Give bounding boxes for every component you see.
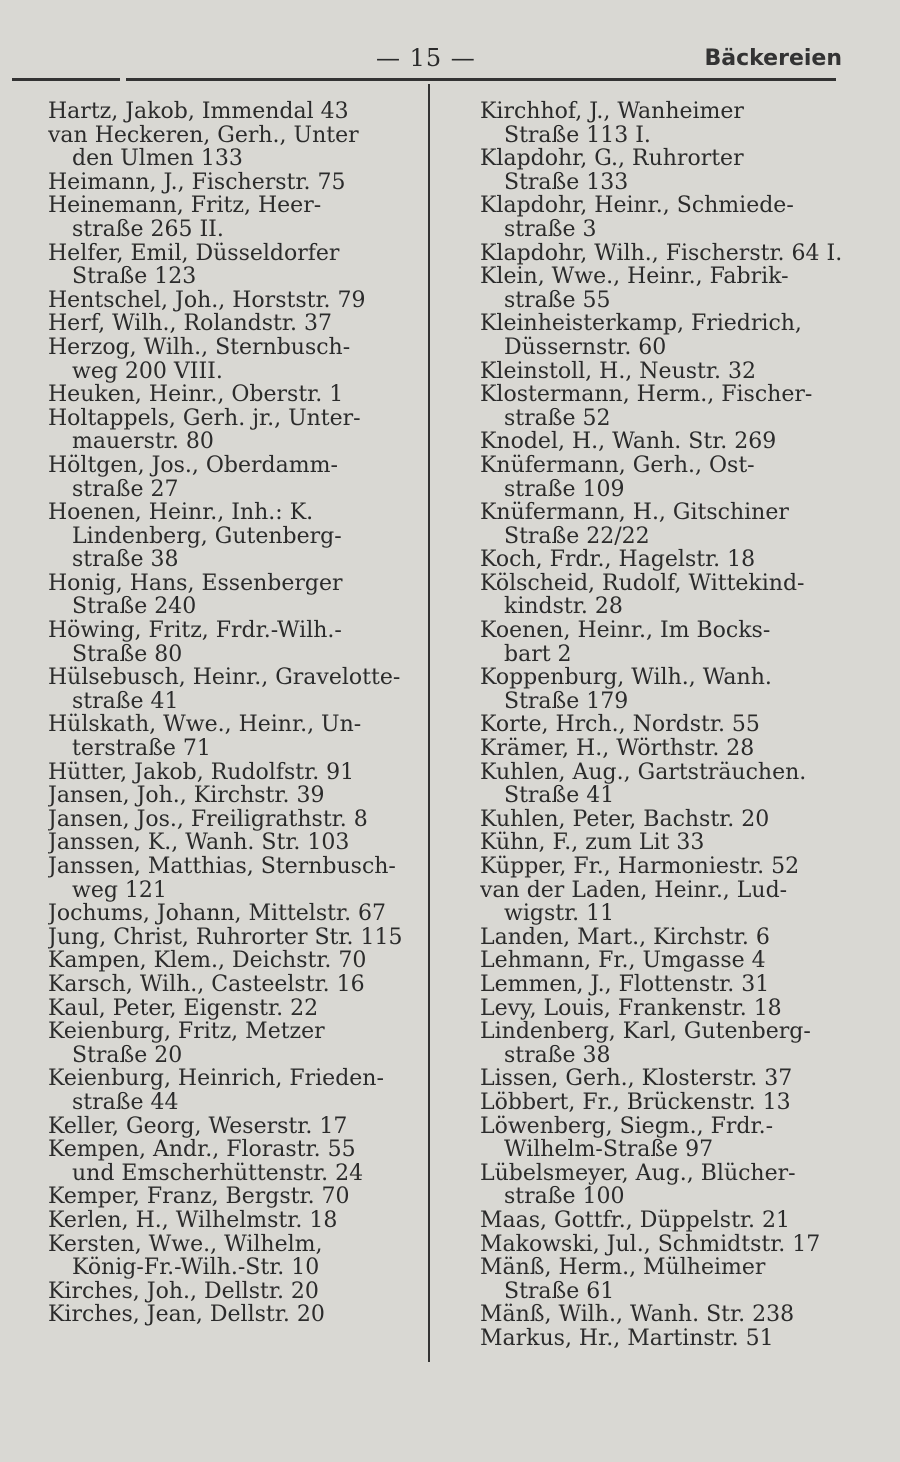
entry-continuation: Straße 22/22	[504, 524, 650, 549]
directory-entry	[48, 808, 420, 832]
directory-entry	[48, 902, 420, 926]
entry-line: Makowski, Jul., Schmidtstr. 17	[480, 1232, 821, 1257]
entry-line: Holtappels, Gerh. jr., Unter-	[48, 406, 361, 431]
directory-entry	[48, 997, 420, 1021]
header-rule-gap	[120, 77, 126, 82]
entry-line: Keienburg, Heinrich, Frieden-	[48, 1067, 384, 1091]
entry-line: Kersten, Wwe., Wilhelm,	[48, 1232, 323, 1257]
entry-line: Lehmann, Fr., Umgasse 4	[480, 949, 766, 973]
entry-line: Küpper, Fr., Harmoniestr. 52	[480, 855, 800, 879]
entry-line: Knüfermann, H., Gitschiner	[480, 501, 789, 525]
entry-line: Heimann, J., Fischerstr. 75	[48, 170, 346, 195]
directory-entry	[480, 383, 852, 430]
directory-entry	[48, 171, 420, 195]
directory-entry	[480, 1209, 852, 1233]
entry-line: Herzog, Wilh., Sternbusch-	[48, 335, 351, 360]
entry-line: Kempen, Andr., Florastr. 55	[48, 1138, 356, 1162]
directory-entry	[48, 619, 420, 666]
directory-entry	[48, 336, 420, 383]
entry-line: Kuhlen, Peter, Bachstr. 20	[480, 807, 770, 832]
entry-line: Lübelsmeyer, Aug., Blücher-	[480, 1161, 796, 1186]
directory-entry	[480, 1091, 852, 1115]
directory-entry	[48, 1138, 420, 1185]
entry-continuation: straße 100	[504, 1185, 625, 1209]
directory-entry	[480, 360, 852, 384]
directory-entry	[480, 1327, 852, 1351]
entry-line: Klapdohr, G., Ruhrorter	[480, 147, 744, 171]
entry-line: Hentschel, Joh., Horststr. 79	[48, 288, 366, 313]
entry-line: Karsch, Wilh., Casteelstr. 16	[48, 972, 365, 997]
directory-entry	[480, 1067, 852, 1091]
entry-line: Lissen, Gerh., Klosterstr. 37	[480, 1067, 793, 1091]
directory-entry	[48, 1115, 420, 1139]
entry-line: Koenen, Heinr., Im Bocks-	[480, 619, 771, 643]
entry-line: Keienburg, Fritz, Metzer	[48, 1020, 325, 1044]
directory-entry	[480, 879, 852, 926]
entry-continuation: Straße 179	[504, 689, 629, 714]
entry-line: Heinemann, Fritz, Heer-	[48, 194, 322, 218]
entry-continuation: und Emscherhüttenstr. 24	[72, 1161, 364, 1186]
directory-entry	[48, 1067, 420, 1114]
entry-line: Löwenberg, Siegm., Frdr.-	[480, 1114, 774, 1139]
entry-continuation: straße 3	[504, 217, 597, 242]
directory-entry	[48, 407, 420, 454]
entry-continuation: straße 265 II.	[72, 217, 224, 242]
entry-continuation: König-Fr.-Wilh.-Str. 10	[72, 1256, 320, 1280]
entry-line: Hoenen, Heinr., Inh.: K.	[48, 501, 314, 525]
entry-line: Klostermann, Herm., Fischer-	[480, 383, 813, 407]
entry-continuation: Straße 61	[504, 1279, 615, 1304]
directory-entry	[480, 312, 852, 359]
entry-continuation: Straße 123	[72, 265, 197, 289]
directory-entry	[480, 1115, 852, 1162]
entry-continuation: Straße 133	[504, 170, 629, 195]
entry-continuation: Straße 41	[504, 784, 615, 808]
entry-line: Klapdohr, Heinr., Schmiede-	[480, 194, 794, 218]
running-title: Bäckereien	[704, 46, 842, 71]
directory-entry	[480, 501, 852, 548]
header-rule	[12, 78, 836, 81]
directory-entry	[48, 1233, 420, 1280]
entry-line: Helfer, Emil, Düsseldorfer	[48, 241, 340, 266]
entry-line: Lindenberg, Karl, Gutenberg-	[480, 1020, 811, 1044]
directory-entry	[480, 454, 852, 501]
entry-line: Mänß, Herm., Mülheimer	[480, 1256, 766, 1280]
entry-line: Honig, Hans, Essenberger	[48, 571, 343, 596]
directory-entry	[480, 265, 852, 312]
entry-continuation: mauerstr. 80	[72, 430, 214, 454]
directory-entry	[480, 737, 852, 761]
entry-line: Knüfermann, Gerh., Ost-	[480, 453, 755, 478]
directory-entry	[48, 194, 420, 241]
entry-continuation: Wilhelm-Straße 97	[504, 1138, 714, 1162]
entry-line: Hülskath, Wwe., Heinr., Un-	[48, 713, 362, 738]
entry-line: Kleinheisterkamp, Friedrich,	[480, 312, 802, 336]
directory-entry	[480, 194, 852, 241]
entry-continuation: bart 2	[504, 642, 572, 667]
entry-line: Kaul, Peter, Eigenstr. 22	[48, 996, 319, 1021]
directory-entry	[48, 831, 420, 855]
entry-line: Janssen, K., Wanh. Str. 103	[48, 831, 350, 855]
entry-line: Klein, Wwe., Heinr., Fabrik-	[480, 265, 789, 289]
directory-entry	[480, 949, 852, 973]
directory-entry	[48, 713, 420, 760]
page-header	[0, 40, 900, 80]
directory-entry	[48, 1303, 420, 1327]
directory-entry	[480, 831, 852, 855]
directory-entry	[480, 1233, 852, 1257]
directory-entry	[48, 100, 420, 124]
directory-entry	[480, 855, 852, 879]
directory-entry	[48, 784, 420, 808]
entry-line: Krämer, H., Wörthstr. 28	[480, 737, 755, 761]
directory-entry	[48, 454, 420, 501]
directory-entry	[48, 973, 420, 997]
directory-entry	[48, 761, 420, 785]
entry-line: Mänß, Wilh., Wanh. Str. 238	[480, 1303, 795, 1327]
entry-line: Jochums, Johann, Mittelstr. 67	[48, 902, 387, 926]
entry-line: van Heckeren, Gerh., Unter	[48, 123, 359, 148]
directory-entry	[48, 383, 420, 407]
directory-entry	[48, 1185, 420, 1209]
entry-continuation: Düssernstr. 60	[504, 335, 667, 360]
directory-entry	[480, 761, 852, 808]
entry-continuation: straße 27	[72, 477, 179, 502]
directory-entry	[480, 997, 852, 1021]
entry-line: Jung, Christ, Ruhrorter Str. 115	[48, 925, 403, 950]
directory-entry	[480, 242, 852, 266]
directory-entry	[48, 312, 420, 336]
entry-line: Höwing, Fritz, Frdr.-Wilh.-	[48, 619, 342, 643]
entry-continuation: Straße 80	[72, 642, 183, 667]
directory-entry	[48, 1209, 420, 1233]
left-column	[48, 100, 420, 1327]
entry-continuation: straße 38	[504, 1043, 611, 1068]
entry-continuation: Straße 240	[72, 595, 197, 620]
directory-entry	[48, 124, 420, 171]
entry-line: Keller, Georg, Weserstr. 17	[48, 1114, 348, 1139]
entry-continuation: weg 121	[72, 878, 167, 903]
entry-line: Jansen, Joh., Kirchstr. 39	[48, 784, 325, 808]
entry-line: Kuhlen, Aug., Gartsträuchen.	[480, 760, 807, 785]
entry-line: Janssen, Matthias, Sternbusch-	[48, 855, 396, 879]
entry-line: Kirches, Joh., Dellstr. 20	[48, 1279, 319, 1304]
directory-entry	[48, 926, 420, 950]
directory-entry	[48, 666, 420, 713]
entry-line: Klapdohr, Wilh., Fischerstr. 64 I.	[480, 241, 843, 266]
directory-entry	[48, 855, 420, 902]
entry-continuation: weg 200 VIII.	[72, 359, 223, 384]
column-divider	[428, 84, 430, 1362]
directory-entry	[48, 501, 420, 572]
entry-line: Höltgen, Jos., Oberdamm-	[48, 453, 338, 478]
directory-entry	[480, 430, 852, 454]
entry-line: Kerlen, H., Wilhelmstr. 18	[48, 1208, 338, 1233]
directory-entry	[48, 1020, 420, 1067]
entry-line: Lemmen, J., Flottenstr. 31	[480, 972, 770, 997]
directory-entry	[480, 1162, 852, 1209]
entry-line: Kölscheid, Rudolf, Wittekind-	[480, 571, 805, 596]
entry-line: Hütter, Jakob, Rudolfstr. 91	[48, 760, 355, 785]
directory-entry	[480, 926, 852, 950]
entry-continuation: den Ulmen 133	[72, 147, 243, 171]
entry-line: Jansen, Jos., Freiligrathstr. 8	[48, 807, 368, 832]
entry-line: Markus, Hr., Martinstr. 51	[480, 1326, 774, 1351]
entry-continuation: straße 52	[504, 406, 611, 431]
directory-entry	[48, 242, 420, 289]
right-column	[480, 100, 852, 1350]
directory-entry	[480, 572, 852, 619]
entry-line: Kampen, Klem., Deichstr. 70	[48, 949, 367, 973]
entry-line: Koch, Frdr., Hagelstr. 18	[480, 548, 756, 572]
entry-line: Kirchhof, J., Wanheimer	[480, 100, 744, 124]
entry-continuation: straße 55	[504, 288, 611, 313]
entry-line: Hartz, Jakob, Immendal 43	[48, 100, 349, 124]
entry-line: Landen, Mart., Kirchstr. 6	[480, 925, 770, 950]
directory-entry	[480, 1256, 852, 1303]
entry-continuation: terstraße 71	[72, 737, 211, 761]
entry-line: Herf, Wilh., Rolandstr. 37	[48, 312, 332, 336]
entry-line: Maas, Gottfr., Düppelstr. 21	[480, 1208, 790, 1233]
directory-entry	[480, 619, 852, 666]
entry-line: Hülsebusch, Heinr., Gravelotte-	[48, 666, 401, 690]
entry-line: Korte, Hrch., Nordstr. 55	[480, 713, 760, 738]
entry-line: Knodel, H., Wanh. Str. 269	[480, 430, 777, 454]
entry-continuation: straße 109	[504, 477, 625, 502]
entry-continuation: wigstr. 11	[504, 902, 615, 926]
entry-line: Kleinstoll, H., Neustr. 32	[480, 359, 756, 384]
entry-continuation: straße 38	[72, 548, 179, 572]
entry-continuation: Straße 20	[72, 1043, 183, 1068]
directory-entry	[480, 713, 852, 737]
directory-entry	[48, 949, 420, 973]
directory-entry	[480, 666, 852, 713]
directory-entry	[48, 289, 420, 313]
directory-entry	[480, 100, 852, 147]
entry-line: van der Laden, Heinr., Lud-	[480, 878, 788, 903]
directory-entry	[480, 1303, 852, 1327]
entry-line: Heuken, Heinr., Oberstr. 1	[48, 383, 344, 407]
directory-entry	[48, 1280, 420, 1304]
directory-entry	[48, 572, 420, 619]
entry-continuation: Straße 113 I.	[504, 123, 651, 148]
directory-entry	[480, 147, 852, 194]
directory-entry	[480, 973, 852, 997]
entry-continuation: straße 44	[72, 1090, 179, 1115]
entry-line: Löbbert, Fr., Brückenstr. 13	[480, 1090, 791, 1115]
entry-continuation: kindstr. 28	[504, 595, 623, 620]
entry-line: Levy, Louis, Frankenstr. 18	[480, 996, 782, 1021]
entry-line: Kemper, Franz, Bergstr. 70	[48, 1185, 350, 1209]
directory-entry	[480, 1020, 852, 1067]
entry-continuation: Lindenberg, Gutenberg-	[72, 524, 342, 549]
entry-line: Kirches, Jean, Dellstr. 20	[48, 1303, 325, 1327]
directory-entry	[480, 808, 852, 832]
directory-entry	[480, 548, 852, 572]
page-number: — 15 —	[376, 44, 476, 72]
entry-line: Koppenburg, Wilh., Wanh.	[480, 666, 772, 690]
entry-continuation: straße 41	[72, 689, 179, 714]
entry-line: Kühn, F., zum Lit 33	[480, 831, 705, 855]
